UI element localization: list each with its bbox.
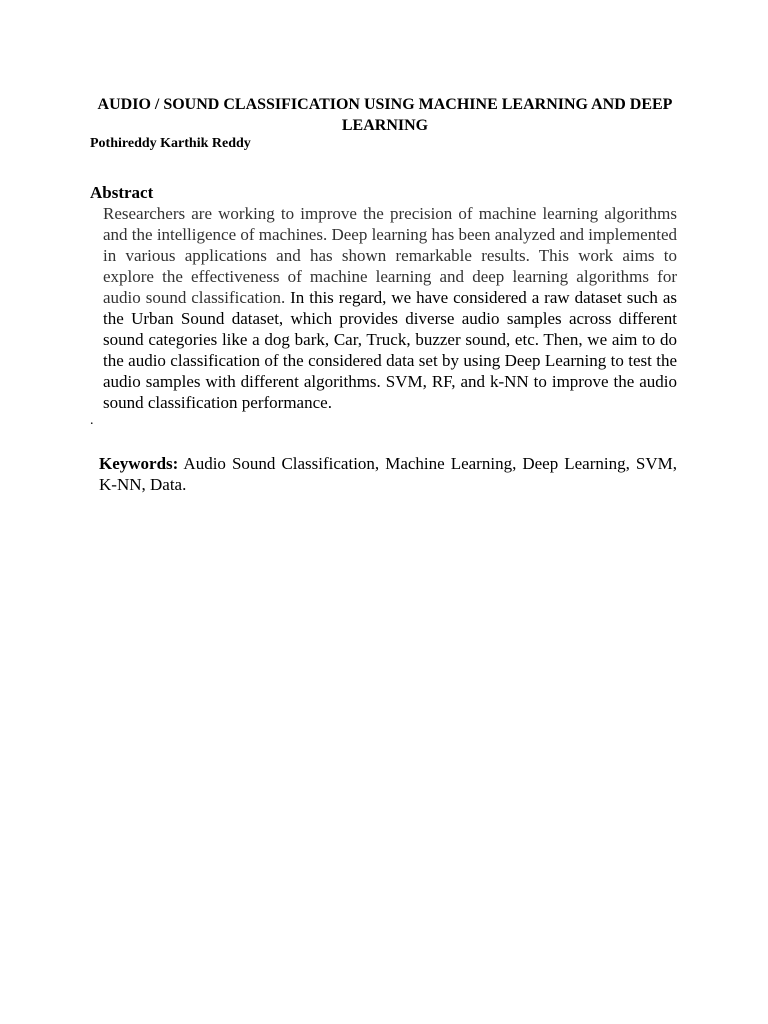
paper-title: AUDIO / SOUND CLASSIFICATION USING MACHINE LEARNING AND DEEP LEARNING <box>97 96 673 134</box>
abstract-body <box>103 203 677 413</box>
abstract-text-part1: Researchers are working to improve the precision of machine learning algorithms and the intelligence of machines. Deep learning has been analyzed and implemented in various applications and has shown remarkable results. This work aims to explore the effectiveness of machine learning and deep learning algorithms for audio sound classification. <box>103 204 677 307</box>
keywords-text: Audio Sound Classification, Machine Learning, Deep Learning, SVM, K-NN, Data. <box>99 454 677 494</box>
keywords-paragraph <box>99 453 677 495</box>
abstract-text-part2: In this regard, we have considered a raw dataset such as the Urban Sound dataset, which provides diverse audio samples across different sound categories like a dog bark, Car, Truck, buzzer sound, etc. Then, we aim to do the audio classification of the considered data set by using Deep Learning to test the audio samples with different algorithms. SVM, RF, and k-NN to improve the audio sound classification performance. <box>103 288 677 412</box>
separator-dot: . <box>90 413 94 428</box>
author-name: Pothireddy Karthik Reddy <box>90 136 251 151</box>
abstract-heading: Abstract <box>90 183 154 202</box>
keywords-label: Keywords: <box>99 454 179 473</box>
